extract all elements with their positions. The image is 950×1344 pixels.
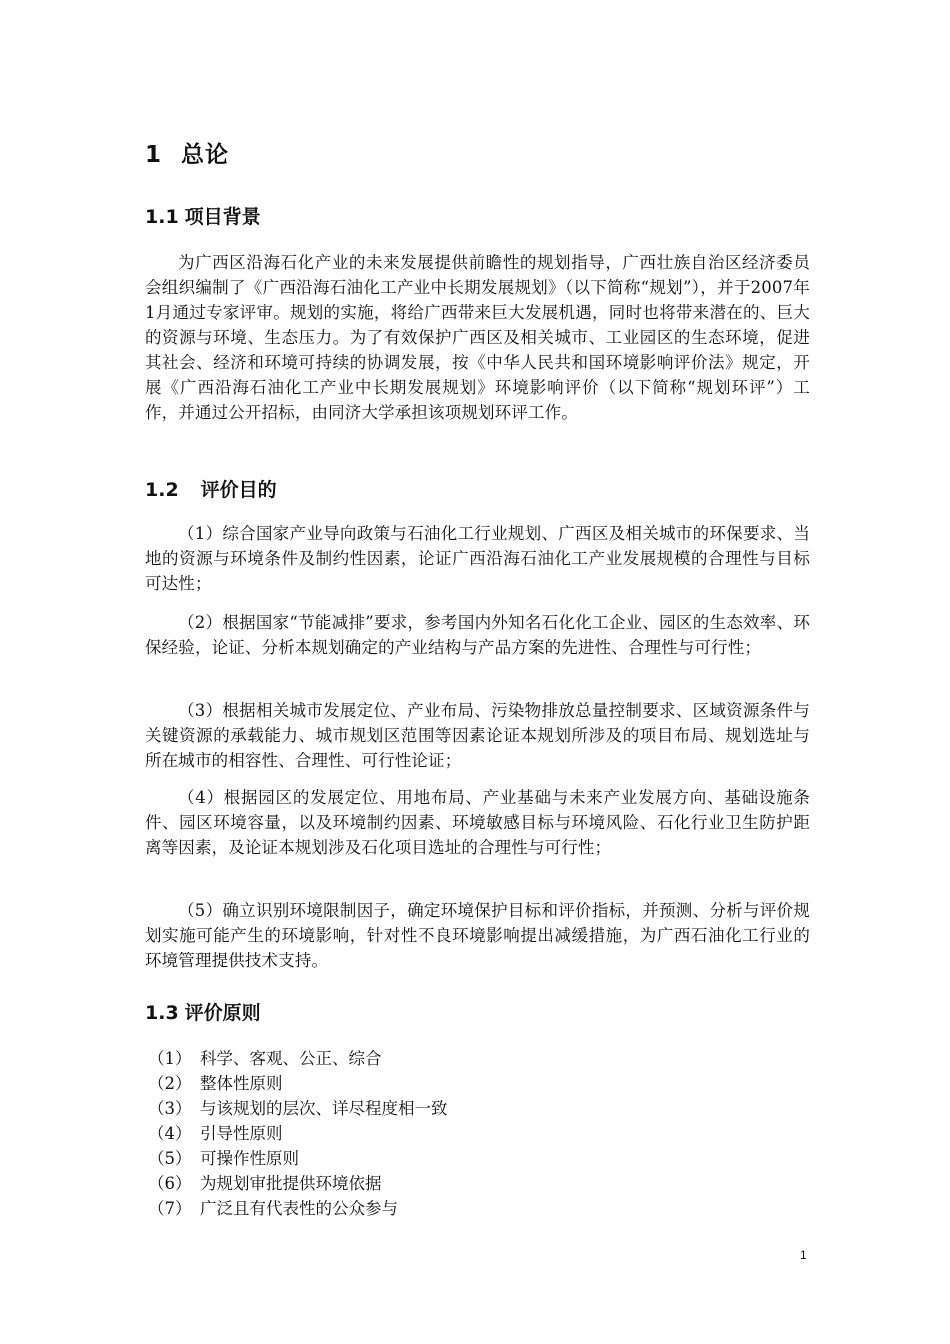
chapter-number: 1 xyxy=(145,142,163,168)
list-item xyxy=(148,1071,448,1096)
section-title: 项目背景 xyxy=(184,206,261,228)
list-item-text: 与该规划的层次、详尽程度相一致 xyxy=(200,1099,448,1118)
list-item-text: 广泛且有代表性的公众参与 xyxy=(200,1199,398,1218)
section-number: 1.1 xyxy=(145,206,179,228)
principles-list xyxy=(148,1046,448,1221)
list-item-text: 科学、客观、公正、综合 xyxy=(200,1049,382,1068)
list-item xyxy=(148,1121,448,1146)
chapter-title: 总论 xyxy=(181,142,229,168)
objective-paragraph-1: （1）综合国家产业导向政策与石油化工行业规划、广西区及相关城市的环保要求、当地的资源与环境条件及制约性因素，论证广西沿海石油化工产业发展规模的合理性与目标可达性； xyxy=(145,524,810,593)
section-heading-principles xyxy=(145,998,261,1025)
list-item-index: （7） xyxy=(148,1199,192,1218)
list-item-text: 整体性原则 xyxy=(200,1074,283,1093)
list-item-text: 引导性原则 xyxy=(200,1124,283,1143)
list-item-index: （4） xyxy=(148,1124,192,1143)
section-number: 1.3 xyxy=(145,1002,179,1024)
list-item xyxy=(148,1196,448,1221)
list-item-index: （1） xyxy=(148,1049,192,1068)
chapter-heading xyxy=(145,136,229,169)
background-paragraph: 为广西区沿海石化产业的未来发展提供前瞻性的规划指导，广西壮族自治区经济委员会组织编制了《广西沿海石油化工产业中长期发展规划》（以下简称“规划”），并于2007年1月通过专家评审。规划的实施，将给广西带来巨大发展机遇，同时也将带来潜在的、巨大的资源与环境、生态压力。为了有效保护广西区及相关城市、工业园区的生态环境，促进其社会、经济和环境可持续的协调发展，按《中华人民共和国环境影响评价法》规定，开展《广西沿海石油化工产业中长期发展规划》环境影响评价（以下简称“规划环评”）工作，并通过公开招标，由同济大学承担该项规划环评工作。 xyxy=(145,253,810,422)
section-title: 评价原则 xyxy=(184,1002,261,1024)
list-item xyxy=(148,1146,448,1171)
list-item xyxy=(148,1171,448,1196)
section-heading-background xyxy=(145,202,261,229)
section-heading-objectives xyxy=(145,475,277,502)
section-title: 评价目的 xyxy=(200,479,277,501)
section-number: 1.2 xyxy=(145,479,179,501)
list-item-index: （3） xyxy=(148,1099,192,1118)
list-item-text: 可操作性原则 xyxy=(200,1149,299,1168)
page-number: 1 xyxy=(800,1248,807,1262)
list-item-index: （2） xyxy=(148,1074,192,1093)
list-item-text: 为规划审批提供环境依据 xyxy=(200,1174,382,1193)
objective-paragraph-3: （3）根据相关城市发展定位、产业布局、污染物排放总量控制要求、区域资源条件与关键资源的承载能力、城市规划区范围等因素论证本规划所涉及的项目布局、规划选址与所在城市的相容性、合理性、可行性论证； xyxy=(145,701,810,770)
list-item-index: （6） xyxy=(148,1174,192,1193)
objective-paragraph-2: （2）根据国家“节能减排”要求，参考国内外知名石化化工企业、园区的生态效率、环保经验，论证、分析本规划确定的产业结构与产品方案的先进性、合理性与可行性； xyxy=(145,613,810,657)
objective-paragraph-5: （5）确立识别环境限制因子，确定环境保护目标和评价指标，并预测、分析与评价规划实施可能产生的环境影响，针对性不良环境影响提出减缓措施，为广西石油化工行业的环境管理提供技术支持。 xyxy=(145,901,810,970)
objective-paragraph-4: （4）根据园区的发展定位、用地布局、产业基础与未来产业发展方向、基础设施条件、园区环境容量，以及环境制约因素、环境敏感目标与环境风险、石化行业卫生防护距离等因素，及论证本规划涉及石化项目选址的合理性与可行性； xyxy=(145,788,810,857)
list-item-index: （5） xyxy=(148,1149,192,1168)
list-item xyxy=(148,1096,448,1121)
list-item xyxy=(148,1046,448,1071)
